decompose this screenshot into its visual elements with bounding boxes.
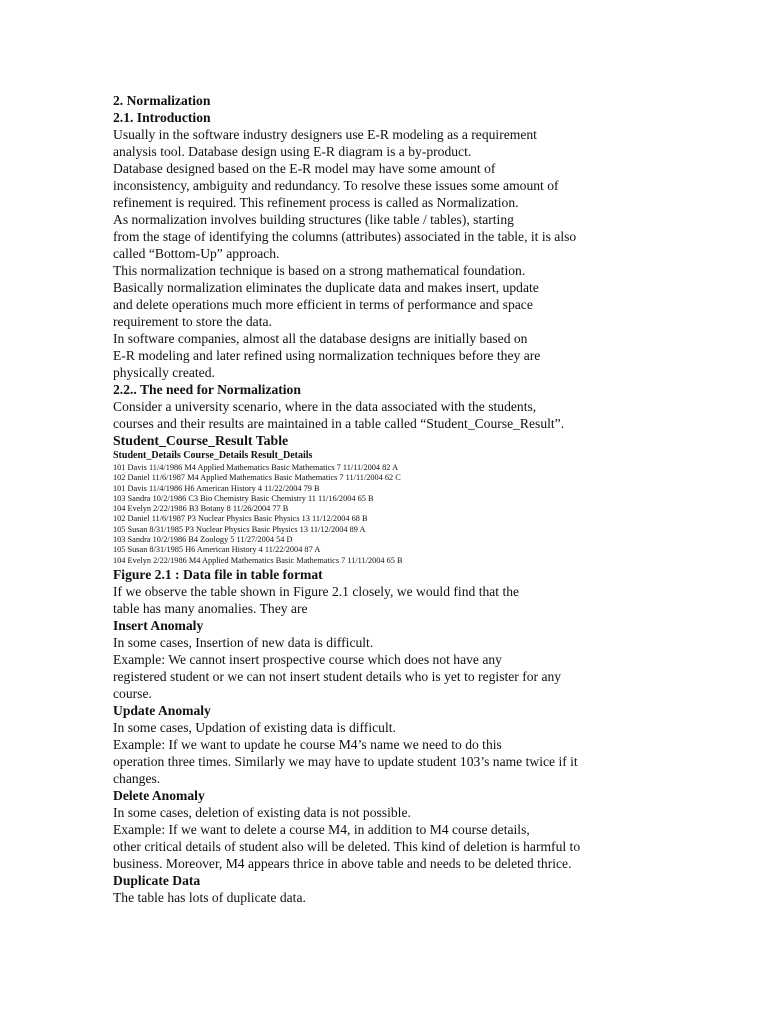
- figure-caption: Figure 2.1 : Data file in table format: [113, 566, 323, 582]
- table-row: 105 Susan 8/31/1985 H6 American History 4 11/22/2004 87 A: [113, 545, 321, 555]
- update-anomaly-heading: Update Anomaly: [113, 702, 211, 718]
- body-line: E-R modeling and later refined using normalization techniques before they are: [113, 348, 541, 363]
- intro-heading: 2.1. Introduction: [113, 110, 211, 125]
- body-line: The table has lots of duplicate data.: [113, 889, 306, 905]
- table-row: 103 Sandra 10/2/1986 C3 Bio Chemistry Basic Chemistry 11 11/16/2004 65 B: [113, 493, 374, 503]
- body-line: registered student or we can not insert student details who is yet to register for any: [113, 668, 562, 684]
- body-line: Database designed based on the E-R model may have some amount of: [113, 161, 496, 176]
- duplicate-data-paragraph: [113, 889, 753, 906]
- table-row: 101 Davis 11/4/1986 H6 American History 4 11/22/2004 79 B: [113, 483, 320, 493]
- body-line: operation three times. Similarly we may have to update student 103’s name twice if it: [113, 753, 578, 769]
- body-line: called “Bottom-Up” approach.: [113, 246, 280, 261]
- delete-anomaly-paragraph: [113, 804, 753, 872]
- table-row: 103 Sandra 10/2/1986 B4 Zoology 5 11/27/2004 54 D: [113, 535, 293, 545]
- body-line: This normalization technique is based on a strong mathematical foundation.: [113, 263, 526, 278]
- observe-paragraph: [113, 583, 753, 617]
- table-row: 101 Davis 11/4/1986 M4 Applied Mathematics Basic Mathematics 7 11/11/2004 82 A: [113, 463, 399, 472]
- body-line: In some cases, Insertion of new data is difficult.: [113, 634, 374, 650]
- body-line: refinement is required. This refinement process is called as Normalization.: [113, 195, 519, 210]
- table-row: 102 Daniel 11/6/1987 M4 Applied Mathematics Basic Mathematics 7 11/11/2004 62 C: [113, 473, 401, 483]
- table-row: 104 Evelyn 2/22/1986 M4 Applied Mathematics Basic Mathematics 7 11/11/2004 65 B: [113, 555, 403, 565]
- body-line: other critical details of student also will be deleted. This kind of deletion is harmful to: [113, 838, 581, 854]
- need-paragraph: [113, 398, 753, 432]
- body-line: Example: If we want to delete a course M4, in addition to M4 course details,: [113, 821, 530, 837]
- data-table: [113, 463, 753, 566]
- delete-anomaly-heading: Delete Anomaly: [113, 787, 205, 803]
- body-line: analysis tool. Database design using E-R diagram is a by-product.: [113, 144, 472, 159]
- insert-anomaly-paragraph: [113, 634, 753, 702]
- section-heading: 2. Normalization: [113, 93, 211, 108]
- need-heading: 2.2.. The need for Normalization: [113, 382, 301, 397]
- body-line: physically created.: [113, 365, 215, 380]
- body-line: Example: If we want to update he course M4’s name we need to do this: [113, 736, 502, 752]
- body-line: Usually in the software industry designers use E-R modeling as a requirement: [113, 127, 537, 142]
- table-title: Student_Course_Result Table: [113, 433, 289, 448]
- body-line: In some cases, deletion of existing data is not possible.: [113, 804, 411, 820]
- body-line: Basically normalization eliminates the duplicate data and makes insert, update: [113, 280, 539, 295]
- table-row: 104 Evelyn 2/22/1986 B3 Botany 8 11/26/2004 77 B: [113, 504, 289, 514]
- body-line: In software companies, almost all the database designs are initially based on: [113, 331, 528, 346]
- body-line: business. Moreover, M4 appears thrice in above table and needs to be deleted thrice.: [113, 855, 572, 871]
- body-line: changes.: [113, 770, 161, 786]
- body-line: courses and their results are maintained in a table called “Student_Course_Result”.: [113, 416, 565, 431]
- table-row: 105 Susan 8/31/1985 P3 Nuclear Physics Basic Physics 13 11/12/2004 89 A: [113, 524, 366, 534]
- body-line: If we observe the table shown in Figure 2.1 closely, we would find that the: [113, 583, 520, 599]
- body-line: Consider a university scenario, where in the data associated with the students,: [113, 399, 537, 414]
- body-line: from the stage of identifying the columns (attributes) associated in the table, it is also: [113, 229, 577, 244]
- duplicate-data-heading: Duplicate Data: [113, 872, 201, 888]
- table-header: Student_Details Course_Details Result_Details: [113, 450, 313, 461]
- body-line: Example: We cannot insert prospective course which does not have any: [113, 651, 502, 667]
- body-line: requirement to store the data.: [113, 314, 272, 329]
- document-page: [113, 92, 753, 906]
- intro-paragraph: [113, 126, 753, 381]
- table-row: 102 Daniel 11/6/1987 P3 Nuclear Physics Basic Physics 13 11/12/2004 68 B: [113, 514, 368, 524]
- body-line: In some cases, Updation of existing data is difficult.: [113, 719, 396, 735]
- body-line: As normalization involves building structures (like table / tables), starting: [113, 212, 514, 227]
- body-line: table has many anomalies. They are: [113, 600, 308, 616]
- body-line: inconsistency, ambiguity and redundancy. To resolve these issues some amount of: [113, 178, 559, 193]
- update-anomaly-paragraph: [113, 719, 753, 787]
- body-line: course.: [113, 685, 152, 701]
- insert-anomaly-heading: Insert Anomaly: [113, 617, 204, 633]
- body-line: and delete operations much more efficient in terms of performance and space: [113, 297, 533, 312]
